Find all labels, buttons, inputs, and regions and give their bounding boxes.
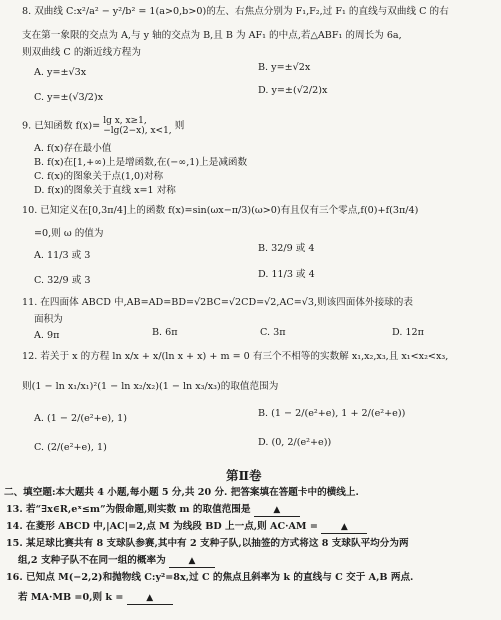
q9-option-d: D. f(x)的图象关于直线 x=1 对称 (34, 185, 176, 196)
q9-tail: 则 (174, 120, 185, 132)
q10-option-b: B. 32/9 或 4 (258, 243, 315, 254)
q10-line1: 10. 已知定义在[0,3π/4]上的函数 f(x)=sin(ωx−π/3)(ω>0)有且仅有三个零点,f(0)+f(3π/4) (22, 205, 419, 216)
q8-line1: 8. 双曲线 C:x²/a² − y²/b² = 1(a>0,b>0)的左、右焦点分别为 F₁,F₂,过 F₁ 的直线与双曲线 C 的右 (22, 6, 449, 17)
q8-line3: 则双曲线 C 的渐近线方程为 (22, 47, 141, 58)
q9-piecewise (103, 116, 171, 136)
q14-text: 14. 在菱形 ABCD 中,|AC|=2,点 M 为线段 BD 上一点,则 AC·AM = (6, 521, 318, 532)
q12-line1: 12. 若关于 x 的方程 ln x/x + x/(ln x + x) + m = 0 有三个不相等的实数解 x₁,x₂,x₃,且 x₁<x₂<x₃, (22, 351, 449, 362)
q14 (6, 521, 367, 534)
q9-case2: −lg(2−x), x<1, (103, 126, 172, 136)
answer-triangle-icon: ▲ (273, 505, 281, 515)
q12-option-b: B. (1 − 2/(e²+e), 1 + 2/(e²+e)) (258, 408, 406, 419)
q9-stem (22, 116, 184, 136)
q16-line2 (18, 592, 173, 605)
q10-option-a: A. 11/3 或 3 (34, 250, 91, 261)
q12-option-c: C. (2/(e²+e), 1) (34, 442, 107, 453)
q10-line2: =0,则 ω 的值为 (34, 228, 104, 239)
q14-answer-blank[interactable] (321, 521, 367, 534)
q10-option-d: D. 11/3 或 4 (258, 269, 315, 280)
q15-line1: 15. 某足球比赛共有 8 支球队参赛,其中有 2 支种子队,以抽签的方式将这 8 支球队平均分为两 (6, 538, 409, 549)
q8-option-c: C. y=±(√3/2)x (34, 92, 104, 103)
answer-triangle-icon: ▲ (340, 522, 348, 532)
q9-option-b: B. f(x)在[1,+∞)上是增函数,在(−∞,1)上是减函数 (34, 157, 248, 168)
answer-triangle-icon: ▲ (146, 593, 154, 603)
q9-case1: lg x, x≥1, (103, 116, 147, 126)
q8-option-b: B. y=±√2x (258, 62, 311, 73)
q8-option-a: A. y=±√3x (34, 67, 87, 78)
q15-answer-blank[interactable] (169, 555, 215, 568)
q11-line1: 11. 在四面体 ABCD 中,AB=AD=BD=√2BC=√2CD=√2,AC=√3,则该四面体外接球的表 (22, 297, 413, 308)
q16-text: 若 MA·MB =0,则 k = (18, 592, 124, 603)
q13-answer-blank[interactable] (254, 504, 300, 517)
section-intro: 二、填空题:本大题共 4 小题,每小题 5 分,共 20 分. 把答案填在答题卡中的横线上. (4, 487, 359, 498)
q12-option-a: A. (1 − 2/(e²+e), 1) (34, 413, 128, 424)
answer-triangle-icon: ▲ (188, 556, 196, 566)
q11-option-d: D. 12π (392, 327, 424, 338)
q11-line2: 面积为 (34, 314, 63, 325)
q11-option-c: C. 3π (260, 327, 286, 338)
q13 (6, 504, 300, 517)
q10-option-c: C. 32/9 或 3 (34, 275, 91, 286)
q9-option-c: C. f(x)的图象关于点(1,0)对称 (34, 171, 164, 182)
q15-text: 组,2 支种子队不在同一组的概率为 (18, 555, 166, 566)
section-title: 第Ⅱ卷 (226, 468, 262, 483)
q11-option-b: B. 6π (152, 327, 178, 338)
q16-answer-blank[interactable] (127, 592, 173, 605)
q16-line1: 16. 已知点 M(−2,2)和抛物线 C:y²=8x,过 C 的焦点且斜率为 k 的直线与 C 交于 A,B 两点. (6, 572, 414, 583)
q12-line2: 则(1 − ln x₁/x₁)²(1 − ln x₂/x₂)(1 − ln x₃/x₃)的取值范围为 (22, 381, 279, 392)
q9-option-a: A. f(x)存在最小值 (34, 143, 112, 154)
q12-option-d: D. (0, 2/(e²+e)) (258, 437, 332, 448)
q9-stem-text: 9. 已知函数 f(x)= (22, 120, 101, 132)
q11-option-a: A. 9π (34, 330, 60, 341)
q13-text: 13. 若“∃x∈R,eˣ≤m”为假命题,则实数 m 的取值范围是 (6, 504, 251, 515)
q8-option-d: D. y=±(√2/2)x (258, 85, 328, 96)
q15-line2 (18, 555, 215, 568)
q8-line2: 支在第一象限的交点为 A,与 y 轴的交点为 B,且 B 为 AF₁ 的中点,若△ABF₁ 的周长为 6a, (22, 30, 402, 41)
